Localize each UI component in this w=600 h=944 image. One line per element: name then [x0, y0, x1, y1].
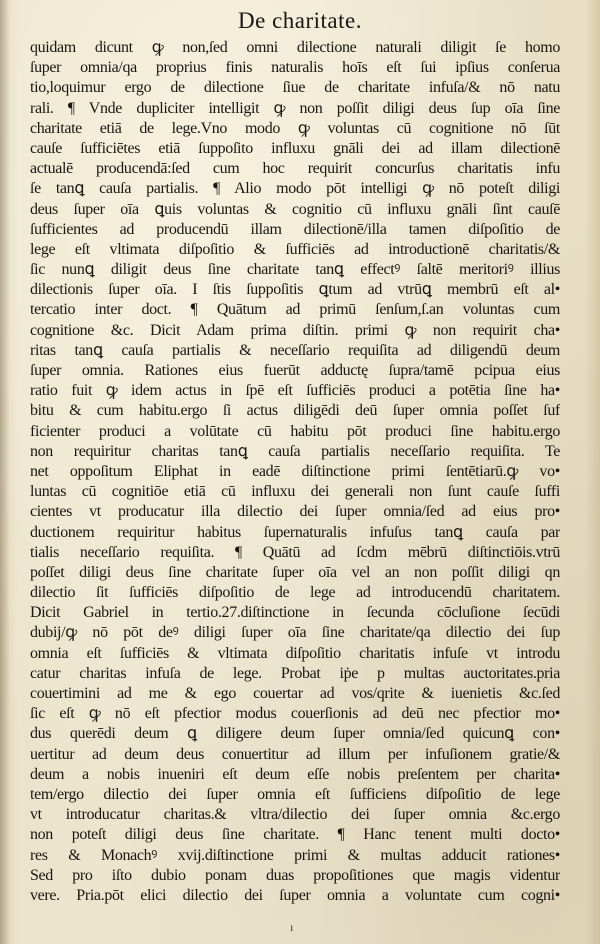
text-column — [30, 38, 560, 906]
text-line: charitate etiā de lege.Vno modo ꝙ voluntas cū cognitione nō ſūt — [30, 119, 560, 137]
text-line: non poteſt diligi deus ſine charitate. ¶ Hanc tenent multi docto• — [30, 826, 560, 844]
text-line: rali. ¶ Vnde dupliciter intelligit ꝙ non poſſit diligi deus ſup oīa ſine — [30, 99, 560, 117]
text-line: Sed pro iſto dubio ponam duas propoſitiones que magis videntur — [30, 866, 560, 884]
text-line: luntas cū cognitiōe etiā cū influxu dei generali non ſunt cauſe ſuffi — [30, 483, 560, 501]
text-line: dilectionis ſuper oīa. I ſtis ſuppoſitis ꝗtum ad vtrūꝗ membrū eſt al• — [30, 281, 560, 299]
text-line: res & Monachꝰ xvij.diſtinctione primi & multas adducit rationes• — [30, 846, 560, 864]
text-line: actualē producendā:ſed cum hoc requirit concurſus charitatis infu — [30, 160, 560, 178]
text-line: dus querēdi deum ꝗ diligere deum ſuper omnia/ſed quicunꝗ con• — [30, 725, 560, 743]
text-line: net oppoſitum Eliphat in eadē diſtinctione primi ſentētiarū.ꝙ vo• — [30, 462, 560, 480]
text-line: uertitur ad deum deus conuertitur ad illum per infuſionem gratie/& — [30, 745, 560, 763]
text-line: ſic eſt ꝙ nō eſt pfectior modus couerſionis ad deū nec pfectior mo• — [30, 705, 560, 723]
text-line: tem/ergo dilectio dei ſuper omnia eſt ſufficiens diſpoſitio de lege — [30, 785, 560, 803]
text-line: omnia eſt ſufficiēs & vltimata diſpoſitio charitatis infuſe vt introdu — [30, 644, 560, 662]
text-line: bitu & cum habitu.ergo ſi actus diligēdi deū ſuper omnia poſſet ſuf — [30, 402, 560, 420]
text-line: non requiritur charitas tanꝗ cauſa partialis neceſſario requiſita. Te — [30, 442, 560, 460]
text-line: ſe tanꝗ cauſa partialis. ¶ Alio modo pōt intelligi ꝙ nō poteſt diligi — [30, 180, 560, 198]
text-line: ratio fuit ꝙ idem actus in ſpē eſt ſufficiēs produci a potētia ſine ha• — [30, 382, 560, 400]
text-line: deum a nobis inueniri eſt deum eſſe nobis preſentem per charita• — [30, 765, 560, 783]
text-line: cognitione &c. Dicit Adam prima diſtin. primi ꝙ non requirit cha• — [30, 321, 560, 339]
text-line: cauſe ſufficiētes etiā ſuppoſito influxu gnāli dei ad illam dilectionē — [30, 139, 560, 157]
text-line: poſſet diligi deus ſine charitate ſuper oīa vel an non poſſit diligi qn — [30, 563, 560, 581]
text-line: deus ſuper oīa ꝗuis voluntas & cognitio cū influxu gnāli ſint cauſē — [30, 200, 560, 218]
signature-mark: ı — [290, 920, 294, 934]
text-line: dubij/ꝙ nō pōt deꝰ diligi ſuper oīa ſine charitate/qa dilectio dei ſup — [30, 624, 560, 642]
text-line: tio,loquimur ergo de dilectione ſiue de charitate infuſa/& nō natu — [30, 79, 560, 97]
text-line: ſic nunꝗ diligit deus ſine charitate tanꝗ effectꝰ ſaltē meritoriꝰ illius — [30, 261, 560, 279]
text-line: ſuper omnia. Rationes eius fuerūt adductę ſupra/tamē pcipua eius — [30, 362, 560, 379]
text-line: couertimini ad me & ego couertar ad vos/qrite & iuenietis &c.ſed — [30, 685, 560, 702]
text-line: ſuper omnia/qa proprius finis naturalis hoīs eſt ſui ipſius conſerua — [30, 59, 560, 77]
text-line: lege eſt vltimata diſpoſitio & ſufficiēs ad introductionē charitatis/& — [30, 240, 560, 258]
text-line: vere. Pria.pōt elici dilectio dei ſuper omnia a voluntate cum cogni• — [30, 886, 560, 904]
text-line: vt introducatur charitas.& vltra/dilectio dei ſuper omnia &c.ergo — [30, 806, 560, 824]
text-line: Dicit Gabriel in tertio.27.diſtinctione in ſecunda cōcluſione ſecūdi — [30, 604, 560, 622]
text-line: ficienter produci a volūtate cū habitu pōt produci ſine habitu.ergo — [30, 422, 560, 440]
text-line: ductionem requiritur habitus ſupernaturalis infuſus tanꝗ cauſa par — [30, 523, 560, 541]
text-line: tialis neceſſario requiſita. ¶ Quātū ad ſcdm mēbrū diſtinctiōis.vtrū — [30, 543, 560, 561]
text-line: ſufficientes ad producendū illam dilectionē/illa tamen diſpoſitio de — [30, 220, 560, 238]
text-line: dilectio ſit ſufficiēs diſpoſitio de lege ad introducendū charitatem. — [30, 584, 560, 602]
text-line: tercatio inter doct. ¶ Quātum ad primū ſenſum,ſ.an voluntas cum — [30, 301, 560, 319]
text-line: cientes vt producatur illa dilectio dei ſuper omnia/ſed ad eius pro• — [30, 503, 560, 521]
text-line: catur charitas infuſa de lege. Probat iṗe p multas auctoritates.pria — [30, 664, 560, 682]
text-line: ritas tanꝗ cauſa partialis & neceſſario requiſita ad diligendū deum — [30, 341, 560, 359]
text-line: quidam dicunt ꝙ non,ſed omni dilectione naturali diligit ſe homo — [30, 39, 560, 56]
running-head: De charitate. — [238, 8, 362, 33]
